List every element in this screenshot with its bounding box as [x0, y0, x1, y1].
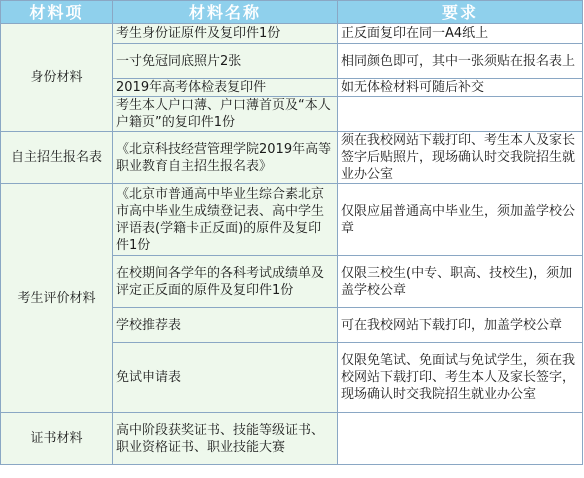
table-row: [1, 24, 583, 44]
material-requirement: [338, 413, 583, 465]
material-name: 考生身份证原件及复印件1份: [113, 24, 338, 44]
material-name: 一寸免冠同底照片2张: [113, 44, 338, 79]
material-requirement: 仅限三校生(中专、职高、技校生)，须加盖学校公章: [338, 256, 583, 308]
table-row: [1, 132, 583, 184]
material-name: 《北京科技经营管理学院2019年高等职业教育自主招生报名表》: [113, 132, 338, 184]
header-requirement: 要求: [338, 1, 583, 24]
table-header-row: [1, 1, 583, 24]
table-row: [1, 413, 583, 465]
material-name: 考生本人户口薄、户口薄首页及“本人户籍页”的复印件1份: [113, 97, 338, 132]
material-name: 《北京市普通高中毕业生综合素北京市高中毕业生成绩登记表、高中学生评语表(学籍卡正反面)的原件及复印件1份: [113, 184, 338, 256]
category-certificates: 证书材料: [1, 413, 113, 465]
category-evaluation: 考生评价材料: [1, 184, 113, 413]
material-name: 2019年高考体检表复印件: [113, 79, 338, 97]
material-name: 在校期间各学年的各科考试成绩单及评定正反面的原件及复印件1份: [113, 256, 338, 308]
category-application-form: 自主招生报名表: [1, 132, 113, 184]
material-requirement: [338, 97, 583, 132]
material-requirement: 仅限免笔试、免面试与免试学生，须在我校网站下载打印、考生本人及家长签字，现场确认时交我院招生就业办公室: [338, 343, 583, 413]
category-identity: 身份材料: [1, 24, 113, 132]
table-row: [1, 184, 583, 256]
material-name: 高中阶段获奖证书、技能等级证书、职业资格证书、职业技能大赛: [113, 413, 338, 465]
material-name: 学校推荐表: [113, 308, 338, 343]
material-requirement: 仅限应届普通高中毕业生，须加盖学校公章: [338, 184, 583, 256]
material-name: 免试申请表: [113, 343, 338, 413]
material-requirement: 正反面复印在同一A4纸上: [338, 24, 583, 44]
material-requirement: 可在我校网站下载打印，加盖学校公章: [338, 308, 583, 343]
material-requirement: 如无体检材料可随后补交: [338, 79, 583, 97]
material-requirement: 须在我校网站下载打印、考生本人及家长签字后贴照片，现场确认时交我院招生就业办公室: [338, 132, 583, 184]
header-material-item: 材料项: [1, 1, 113, 24]
material-requirement: 相同颜色即可，其中一张须贴在报名表上: [338, 44, 583, 79]
header-material-name: 材料名称: [113, 1, 338, 24]
